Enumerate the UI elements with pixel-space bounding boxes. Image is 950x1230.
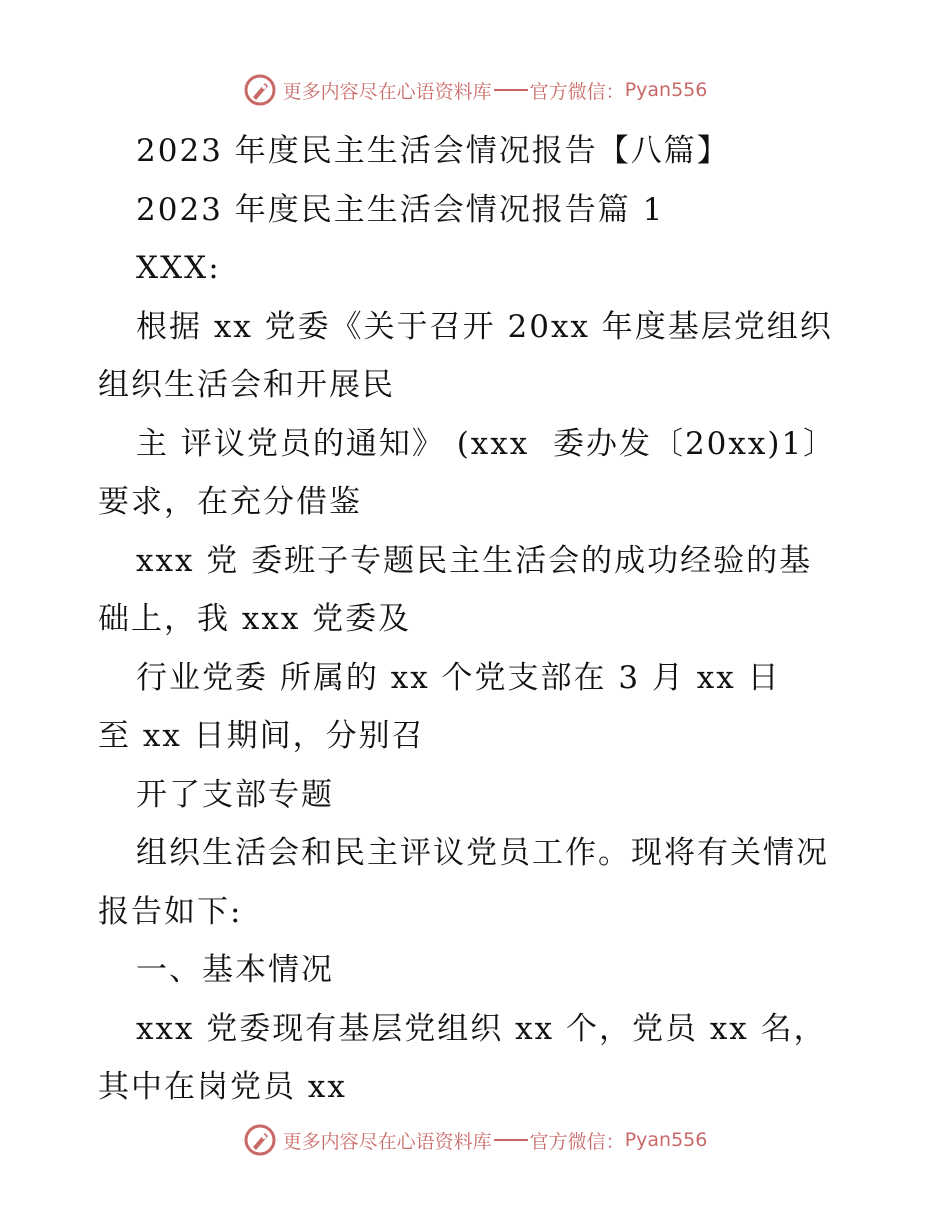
text-line: 要求，在充分借鉴 [98, 484, 362, 520]
watermark-text: 更多内容尽在心语资料库 [282, 1130, 492, 1153]
watermark-label: 官方微信： [529, 1130, 625, 1153]
text-line: 其中在岗党员 xx [98, 1069, 347, 1105]
text-line: 础上，我 xxx 党委及 [98, 601, 412, 637]
watermark-wechat-id: Pyan556 [624, 79, 708, 101]
text-line: 组织生活会和民主评议党员工作。现将有关情况 [136, 835, 829, 871]
watermark-label: 官方微信： [529, 80, 625, 103]
text-line: XXX: [136, 250, 221, 286]
text-line: 至 xx 日期间，分别召 [98, 718, 425, 754]
footer-watermark [0, 1120, 950, 1160]
text-line: 2023 年度民主生活会情况报告【八篇】 [136, 133, 730, 169]
text-line: 报告如下: [98, 893, 243, 930]
text-line: 开了支部专题 [136, 776, 334, 813]
watermark-text: 更多内容尽在心语资料库 [282, 80, 492, 103]
watermark-dash [494, 1139, 528, 1141]
text-line: xxx 党 委班子专题民主生活会的成功经验的基 [136, 542, 813, 579]
header-watermark [0, 70, 950, 110]
pen-logo-icon [243, 73, 277, 107]
watermark-dash [494, 89, 528, 91]
document-body [98, 122, 858, 1117]
text-line: 根据 xx 党委《关于召开 20xx 年度基层党组织 [136, 308, 833, 345]
text-line: 主 评议党员的通知》 (xxx 委办发〔20xx)1〕 [136, 425, 837, 462]
pen-logo-icon [243, 1123, 277, 1157]
text-line: 组织生活会和开展民 [98, 367, 395, 403]
text-line: 行业党委 所属的 xx 个党支部在 3 月 xx 日 [136, 659, 781, 696]
text-line: 2023 年度民主生活会情况报告篇 1 [136, 191, 665, 228]
text-line: xxx 党委现有基层党组织 xx 个，党员 xx 名， [136, 1010, 827, 1047]
text-line: 一、基本情况 [136, 952, 334, 988]
watermark-wechat-id: Pyan556 [624, 1129, 708, 1151]
